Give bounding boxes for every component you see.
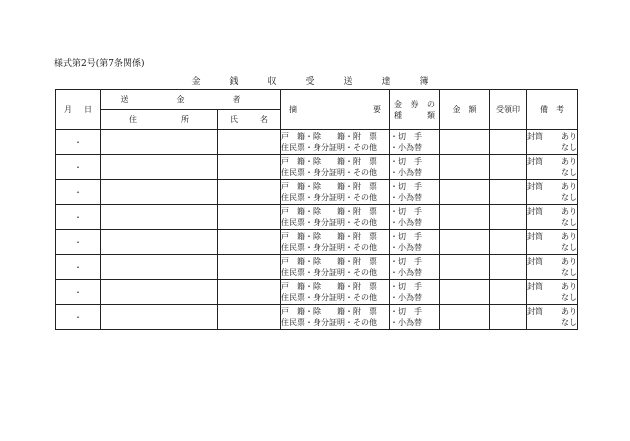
- amount-cell[interactable]: [440, 255, 490, 280]
- summary-line-2: 住民票・身分証明・その他: [281, 218, 377, 227]
- remarks-cell[interactable]: [527, 255, 578, 280]
- voucher-type-line-2: ・小為替: [390, 143, 422, 152]
- table-row: [56, 280, 578, 305]
- voucher-type-cell[interactable]: [390, 180, 440, 205]
- remarks-no: なし: [561, 243, 577, 252]
- summary-line-1: 戸 籍・除 籍・附 票: [281, 182, 377, 191]
- summary-line-1: 戸 籍・除 籍・附 票: [281, 282, 377, 291]
- remarks-cell[interactable]: [527, 155, 578, 180]
- summary-cell[interactable]: [281, 305, 390, 330]
- receipt-seal-cell[interactable]: [490, 280, 527, 305]
- header-row-1: [56, 90, 578, 110]
- summary-line-1: 戸 籍・除 籍・附 票: [281, 132, 377, 141]
- summary-line-2: 住民票・身分証明・その他: [281, 318, 377, 327]
- address-cell[interactable]: [101, 280, 218, 305]
- summary-cell[interactable]: [281, 255, 390, 280]
- remarks-no: なし: [561, 218, 577, 227]
- receipt-seal-cell[interactable]: [490, 180, 527, 205]
- name-cell[interactable]: [218, 205, 281, 230]
- voucher-type-line-2: ・小為替: [390, 318, 422, 327]
- remarks-envelope: 封筒: [527, 282, 543, 291]
- remarks-envelope: 封筒: [527, 232, 543, 241]
- date-cell[interactable]: ・: [56, 255, 101, 280]
- voucher-type-line-2: ・小為替: [390, 168, 422, 177]
- receipt-seal-cell[interactable]: [490, 155, 527, 180]
- amount-cell[interactable]: [440, 130, 490, 155]
- remarks-cell[interactable]: [527, 205, 578, 230]
- summary-cell[interactable]: [281, 155, 390, 180]
- voucher-type-line-2: ・小為替: [390, 218, 422, 227]
- summary-line-1: 戸 籍・除 籍・附 票: [281, 207, 377, 216]
- summary-line-1: 戸 籍・除 籍・附 票: [281, 157, 377, 166]
- header-voucher-type: 金 券 の 種 類: [390, 90, 440, 130]
- summary-cell[interactable]: [281, 230, 390, 255]
- document-title: 金 銭 収 受 送 達 簿: [191, 77, 439, 87]
- voucher-type-line-2: ・小為替: [390, 293, 422, 302]
- date-cell[interactable]: ・: [56, 130, 101, 155]
- address-cell[interactable]: [101, 130, 218, 155]
- header-address: 住 所: [101, 110, 218, 130]
- amount-cell[interactable]: [440, 230, 490, 255]
- header-receipt-seal: 受領印: [490, 90, 527, 130]
- voucher-type-line-1: ・切 手: [390, 232, 422, 241]
- voucher-type-line-1: ・切 手: [390, 307, 422, 316]
- remarks-no: なし: [561, 143, 577, 152]
- remarks-envelope: 封筒: [527, 257, 543, 266]
- summary-cell[interactable]: [281, 130, 390, 155]
- voucher-type-line-1: ・切 手: [390, 157, 422, 166]
- voucher-type-line-2: ・小為替: [390, 193, 422, 202]
- table-row: [56, 130, 578, 155]
- summary-line-2: 住民票・身分証明・その他: [281, 168, 377, 177]
- header-amount: 金 額: [440, 90, 490, 130]
- receipt-seal-cell[interactable]: [490, 305, 527, 330]
- voucher-type-cell[interactable]: [390, 155, 440, 180]
- header-summary: 摘 要: [281, 90, 390, 130]
- table-row: [56, 205, 578, 230]
- summary-line-2: 住民票・身分証明・その他: [281, 193, 377, 202]
- voucher-type-cell[interactable]: [390, 205, 440, 230]
- remarks-envelope: 封筒: [527, 157, 543, 166]
- remarks-no: なし: [561, 193, 577, 202]
- table-row: [56, 180, 578, 205]
- remarks-no: なし: [561, 268, 577, 277]
- remarks-envelope: 封筒: [527, 307, 543, 316]
- amount-cell[interactable]: [440, 280, 490, 305]
- summary-cell[interactable]: [281, 180, 390, 205]
- name-cell[interactable]: [218, 305, 281, 330]
- form-number: 様式第2号(第7条関係): [54, 59, 145, 69]
- name-cell[interactable]: [218, 155, 281, 180]
- amount-cell[interactable]: [440, 180, 490, 205]
- header-month-day: 月 日: [56, 90, 101, 130]
- remarks-yes: あり: [561, 207, 577, 216]
- summary-cell[interactable]: [281, 205, 390, 230]
- summary-cell[interactable]: [281, 280, 390, 305]
- voucher-type-line-2: ・小為替: [390, 243, 422, 252]
- remarks-envelope: 封筒: [527, 182, 543, 191]
- remarks-cell[interactable]: [527, 305, 578, 330]
- voucher-type-cell[interactable]: [390, 255, 440, 280]
- remarks-cell[interactable]: [527, 230, 578, 255]
- name-cell[interactable]: [218, 180, 281, 205]
- remarks-no: なし: [561, 293, 577, 302]
- address-cell[interactable]: [101, 155, 218, 180]
- receipt-seal-cell[interactable]: [490, 255, 527, 280]
- remarks-yes: あり: [561, 232, 577, 241]
- amount-cell[interactable]: [440, 155, 490, 180]
- remarks-yes: あり: [561, 282, 577, 291]
- receipt-seal-cell[interactable]: [490, 205, 527, 230]
- address-cell[interactable]: [101, 205, 218, 230]
- amount-cell[interactable]: [440, 205, 490, 230]
- address-cell[interactable]: [101, 255, 218, 280]
- address-cell[interactable]: [101, 180, 218, 205]
- date-cell[interactable]: ・: [56, 280, 101, 305]
- summary-line-2: 住民票・身分証明・その他: [281, 243, 377, 252]
- address-cell[interactable]: [101, 230, 218, 255]
- remarks-no: なし: [561, 168, 577, 177]
- voucher-type-line-1: ・切 手: [390, 132, 422, 141]
- summary-line-2: 住民票・身分証明・その他: [281, 268, 377, 277]
- voucher-type-line-1: ・切 手: [390, 282, 422, 291]
- header-sender: 送 金 者: [101, 90, 281, 110]
- ledger-table: [55, 89, 578, 330]
- table-row: [56, 305, 578, 330]
- summary-line-2: 住民票・身分証明・その他: [281, 143, 377, 152]
- summary-line-1: 戸 籍・除 籍・附 票: [281, 257, 377, 266]
- table-row: [56, 230, 578, 255]
- table-row: [56, 155, 578, 180]
- name-cell[interactable]: [218, 255, 281, 280]
- remarks-cell[interactable]: [527, 130, 578, 155]
- header-remarks: 備 考: [527, 90, 578, 130]
- amount-cell[interactable]: [440, 305, 490, 330]
- receipt-seal-cell[interactable]: [490, 130, 527, 155]
- remarks-yes: あり: [561, 132, 577, 141]
- voucher-type-cell[interactable]: [390, 280, 440, 305]
- summary-line-1: 戸 籍・除 籍・附 票: [281, 307, 377, 316]
- voucher-type-line-1: ・切 手: [390, 257, 422, 266]
- name-cell[interactable]: [218, 130, 281, 155]
- remarks-envelope: 封筒: [527, 207, 543, 216]
- date-cell[interactable]: ・: [56, 305, 101, 330]
- remarks-cell[interactable]: [527, 280, 578, 305]
- voucher-type-line-1: ・切 手: [390, 182, 422, 191]
- receipt-seal-cell[interactable]: [490, 230, 527, 255]
- voucher-type-cell[interactable]: [390, 305, 440, 330]
- voucher-type-line-1: ・切 手: [390, 207, 422, 216]
- address-cell[interactable]: [101, 305, 218, 330]
- voucher-type-cell[interactable]: [390, 230, 440, 255]
- name-cell[interactable]: [218, 230, 281, 255]
- summary-line-2: 住民票・身分証明・その他: [281, 293, 377, 302]
- voucher-type-cell[interactable]: [390, 130, 440, 155]
- header-name: 氏 名: [218, 110, 281, 130]
- date-cell[interactable]: ・: [56, 180, 101, 205]
- voucher-type-line-2: ・小為替: [390, 268, 422, 277]
- remarks-yes: あり: [561, 257, 577, 266]
- date-cell[interactable]: ・: [56, 155, 101, 180]
- remarks-yes: あり: [561, 157, 577, 166]
- date-cell[interactable]: ・: [56, 205, 101, 230]
- table-row: [56, 255, 578, 280]
- name-cell[interactable]: [218, 280, 281, 305]
- remarks-yes: あり: [561, 182, 577, 191]
- remarks-envelope: 封筒: [527, 132, 543, 141]
- remarks-yes: あり: [561, 307, 577, 316]
- remarks-no: なし: [561, 318, 577, 327]
- remarks-cell[interactable]: [527, 180, 578, 205]
- summary-line-1: 戸 籍・除 籍・附 票: [281, 232, 377, 241]
- date-cell[interactable]: ・: [56, 230, 101, 255]
